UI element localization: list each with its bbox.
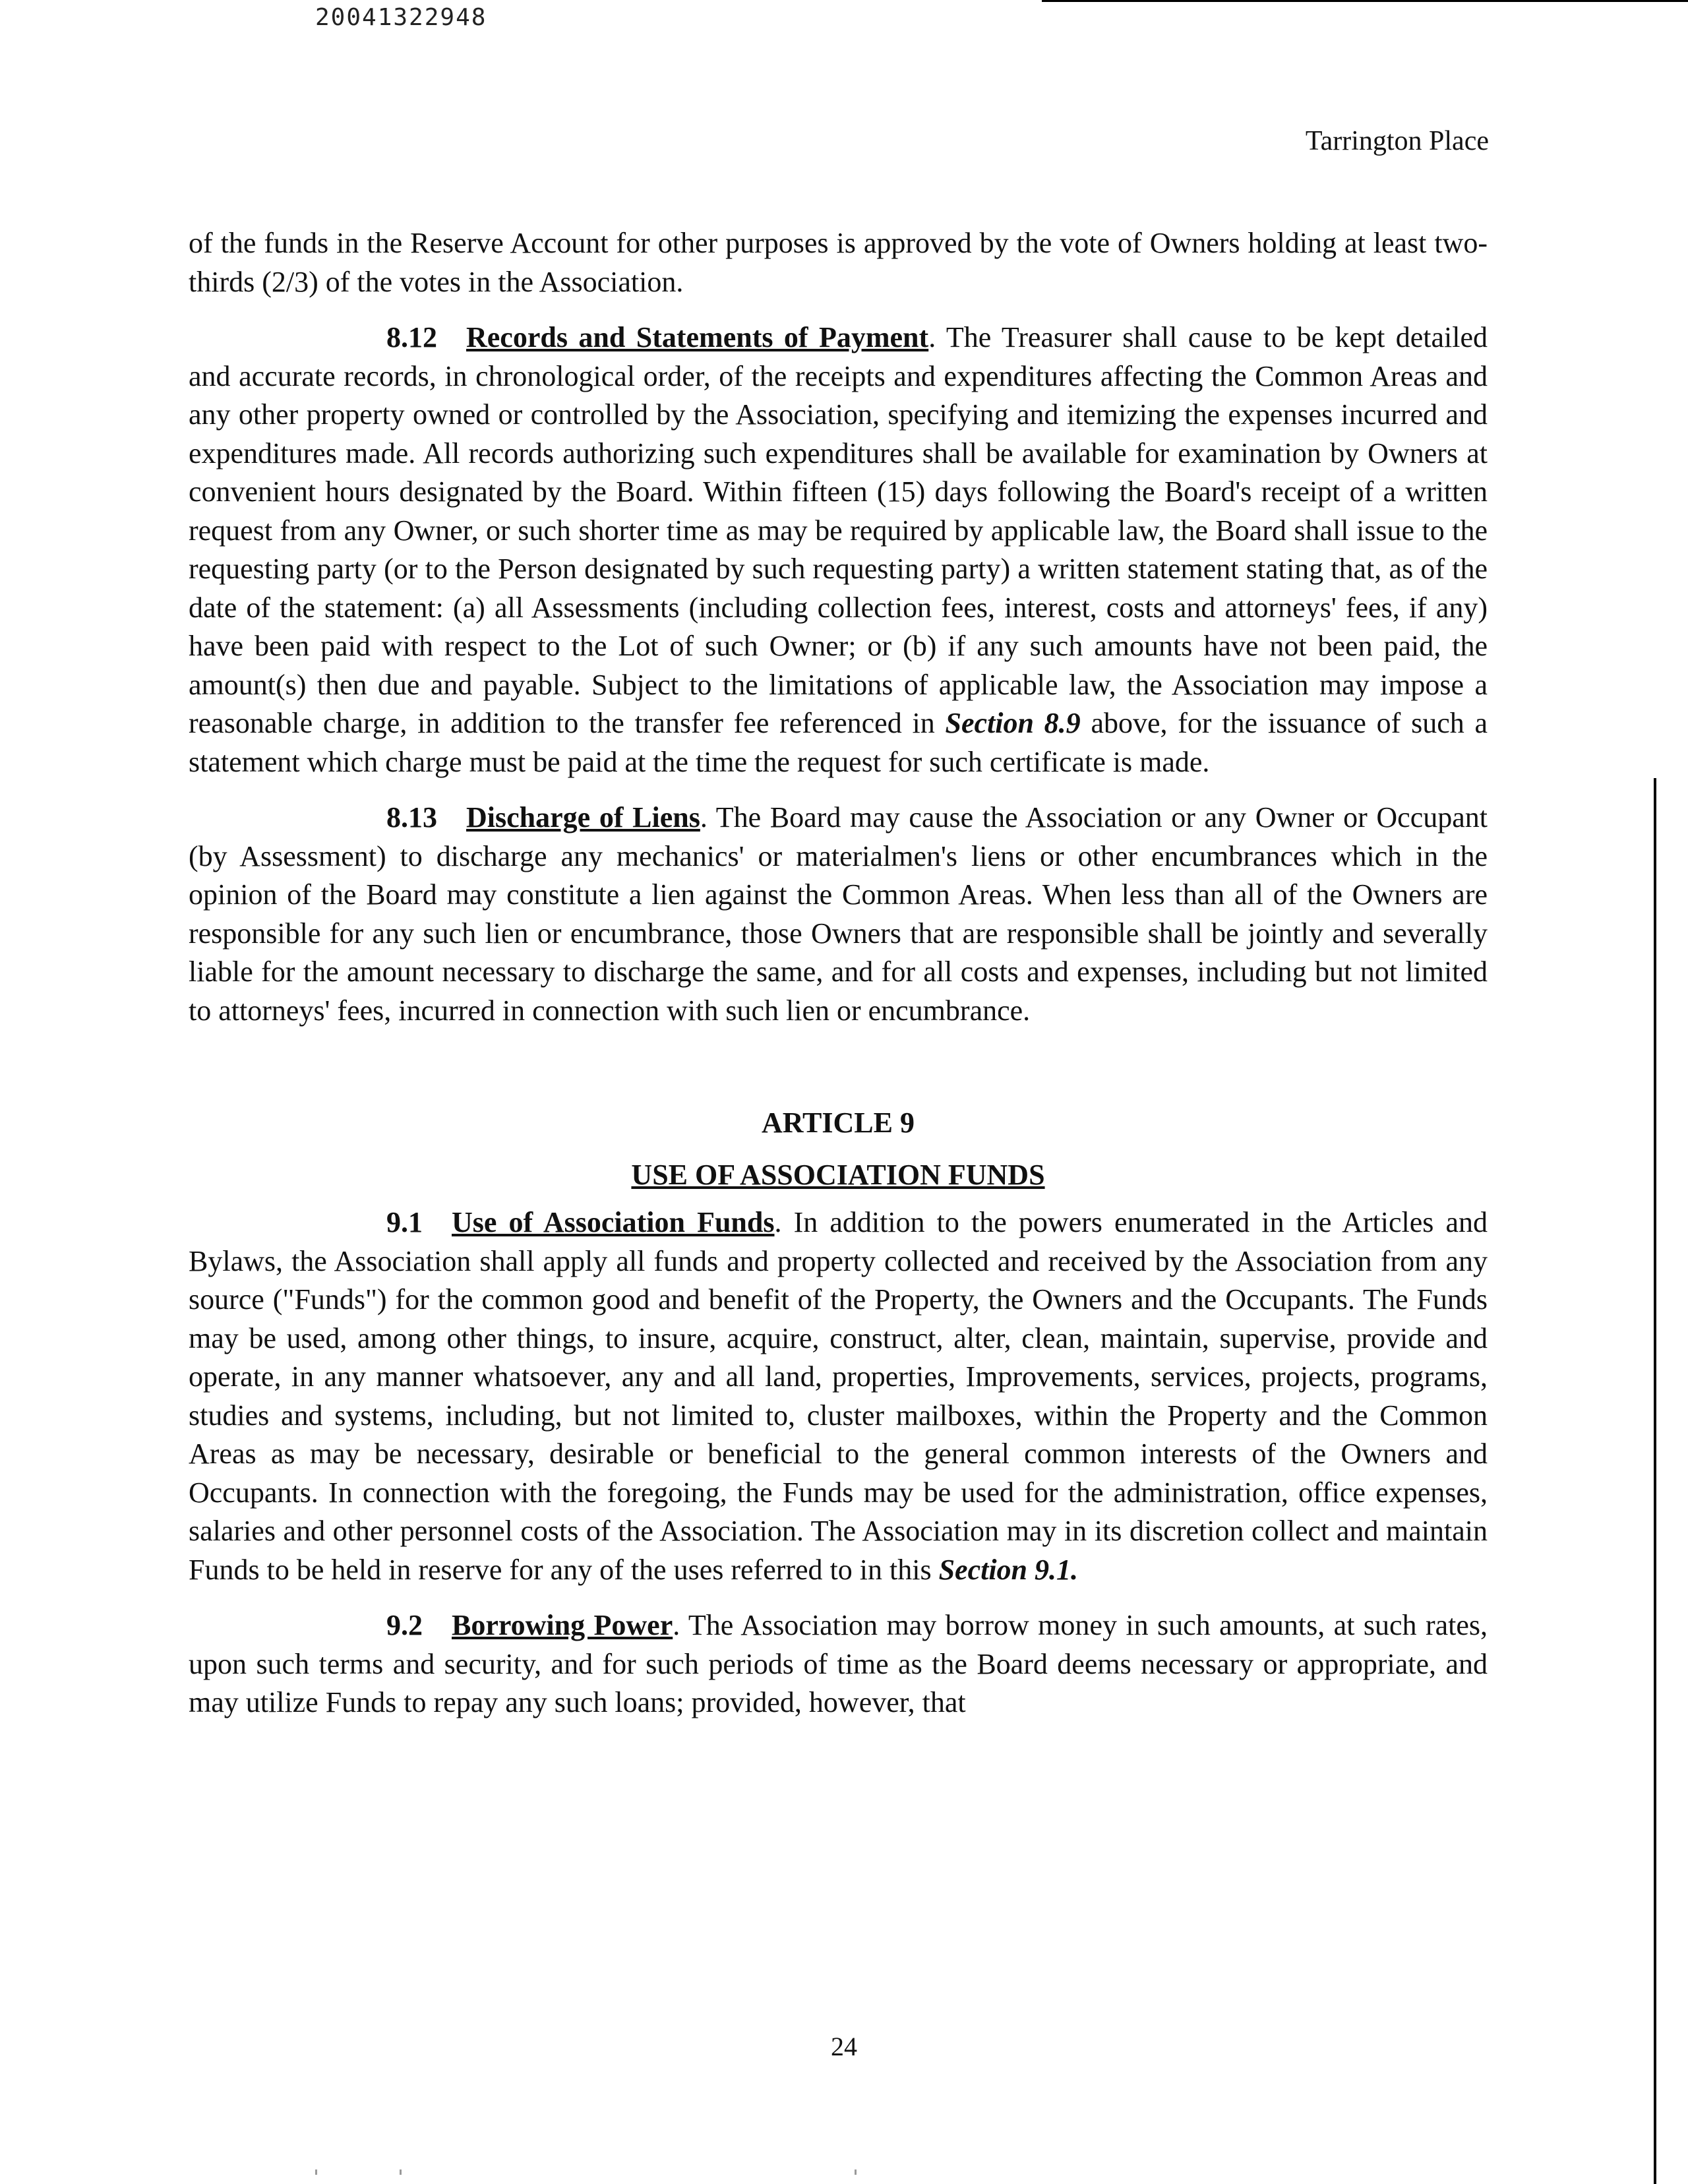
- section-text: . The Treasurer shall cause to be kept detailed and accurate records, in chronological order, of the receipts and expenditures affecting the Common Areas and any other property owned or controlled by the Association, specifying and itemizing the expenses incurred and expenditures made. All records authorizing such expenditures shall be available for examination by Owners at convenient hours designated by the Board. Within fifteen (15) days following the Board's receipt of a written request from any Owner, or such shorter time as may be required by applicable law, the Board shall issue to the requesting party (or to the Person designated by such requesting party) a written statement stating that, as of the date of the statement: (a) all Assessments (including collection fees, interest, costs and attorneys' fees, if any) have been paid with respect to the Lot of such Owner; or (b) if any such amounts have not been paid, the amount(s) then due and payable. Subject to the limitations of applicable law, the Association may impose a reasonable charge, in addition to the transfer fee referenced in: [189, 321, 1488, 739]
- page-body: [189, 224, 1488, 1722]
- section-heading: Use of Association Funds: [452, 1206, 775, 1238]
- continued-paragraph: of the funds in the Reserve Account for other purposes is approved by the vote of Owners holding at least two-thirds (2/3) of the votes in the Association.: [189, 227, 1488, 298]
- section-8-12: [189, 318, 1488, 781]
- section-text: . The Board may cause the Association or any Owner or Occupant (by Assessment) to discharge any mechanics' or materialmen's liens or other encumbrances which in the opinion of the Board may constitute a lien against the Common Areas. When less than all of the Owners are responsible for any such lien or encumbrance, those Owners that are responsible shall be jointly and severally liable for the amount necessary to discharge the same, and for all costs and expenses, including but not limited to attorneys' fees, incurred in connection with such lien or encumbrance.: [189, 801, 1488, 1027]
- section-text-end: above, for the issuance of such a statement which charge must be paid at the time the request for such certificate is made.: [189, 707, 1488, 778]
- article-subtitle: USE OF ASSOCIATION FUNDS: [631, 1158, 1045, 1191]
- scan-edge-line: [1654, 778, 1656, 2184]
- section-text: . The Association may borrow money in such amounts, at such rates, upon such terms and security, and for such periods of time as the Board deems necessary or appropriate, and may utilize Funds to repay any such loans; provided, however, that: [189, 1609, 1488, 1718]
- page-number: 24: [831, 2032, 857, 2061]
- section-9-2: [189, 1606, 1488, 1722]
- section-reference: Section 9.1: [938, 1553, 1071, 1586]
- recording-number: 20041322948: [315, 4, 487, 31]
- scan-speck: [400, 2169, 402, 2175]
- section-heading: Records and Statements of Payment: [466, 321, 929, 353]
- section-number: 9.2: [386, 1609, 423, 1641]
- running-header: Tarrington Place: [1305, 126, 1489, 156]
- section-heading: Discharge of Liens: [466, 801, 700, 834]
- section-number: 9.1: [386, 1206, 423, 1238]
- section-9-1: [189, 1203, 1488, 1589]
- section-8-13: [189, 799, 1488, 1030]
- section-text: . In addition to the powers enumerated in the Articles and Bylaws, the Association shall apply all funds and property collected and received by the Association from any source ("Funds") for the common good and benefit of the Property, the Owners and the Occupants. The Funds may be used, among other things, to insure, acquire, construct, alter, clean, maintain, supervise, provide and operate, in any manner whatsoever, any and all land, properties, Improvements, services, projects, programs, studies and systems, including, but not limited to, cluster mailboxes, within the Property and the Common Areas as may be necessary, desirable or beneficial to the general common interests of the Owners and Occupants. In connection with the foregoing, the Funds may be used for the administration, office expenses, salaries and other personnel costs of the Association. The Association may in its discretion collect and maintain Funds to be held in reserve for any of the uses referred to in this: [189, 1206, 1488, 1586]
- article-title: ARTICLE 9: [762, 1107, 915, 1139]
- section-heading: Borrowing Power: [452, 1609, 673, 1641]
- scan-speck: [315, 2169, 317, 2175]
- section-number: 8.13: [386, 801, 437, 834]
- section-period: .: [1071, 1553, 1079, 1586]
- section-number: 8.12: [386, 321, 437, 353]
- top-rule: [1042, 0, 1688, 2]
- scan-speck: [855, 2169, 857, 2175]
- section-reference: Section 8.9: [945, 707, 1081, 739]
